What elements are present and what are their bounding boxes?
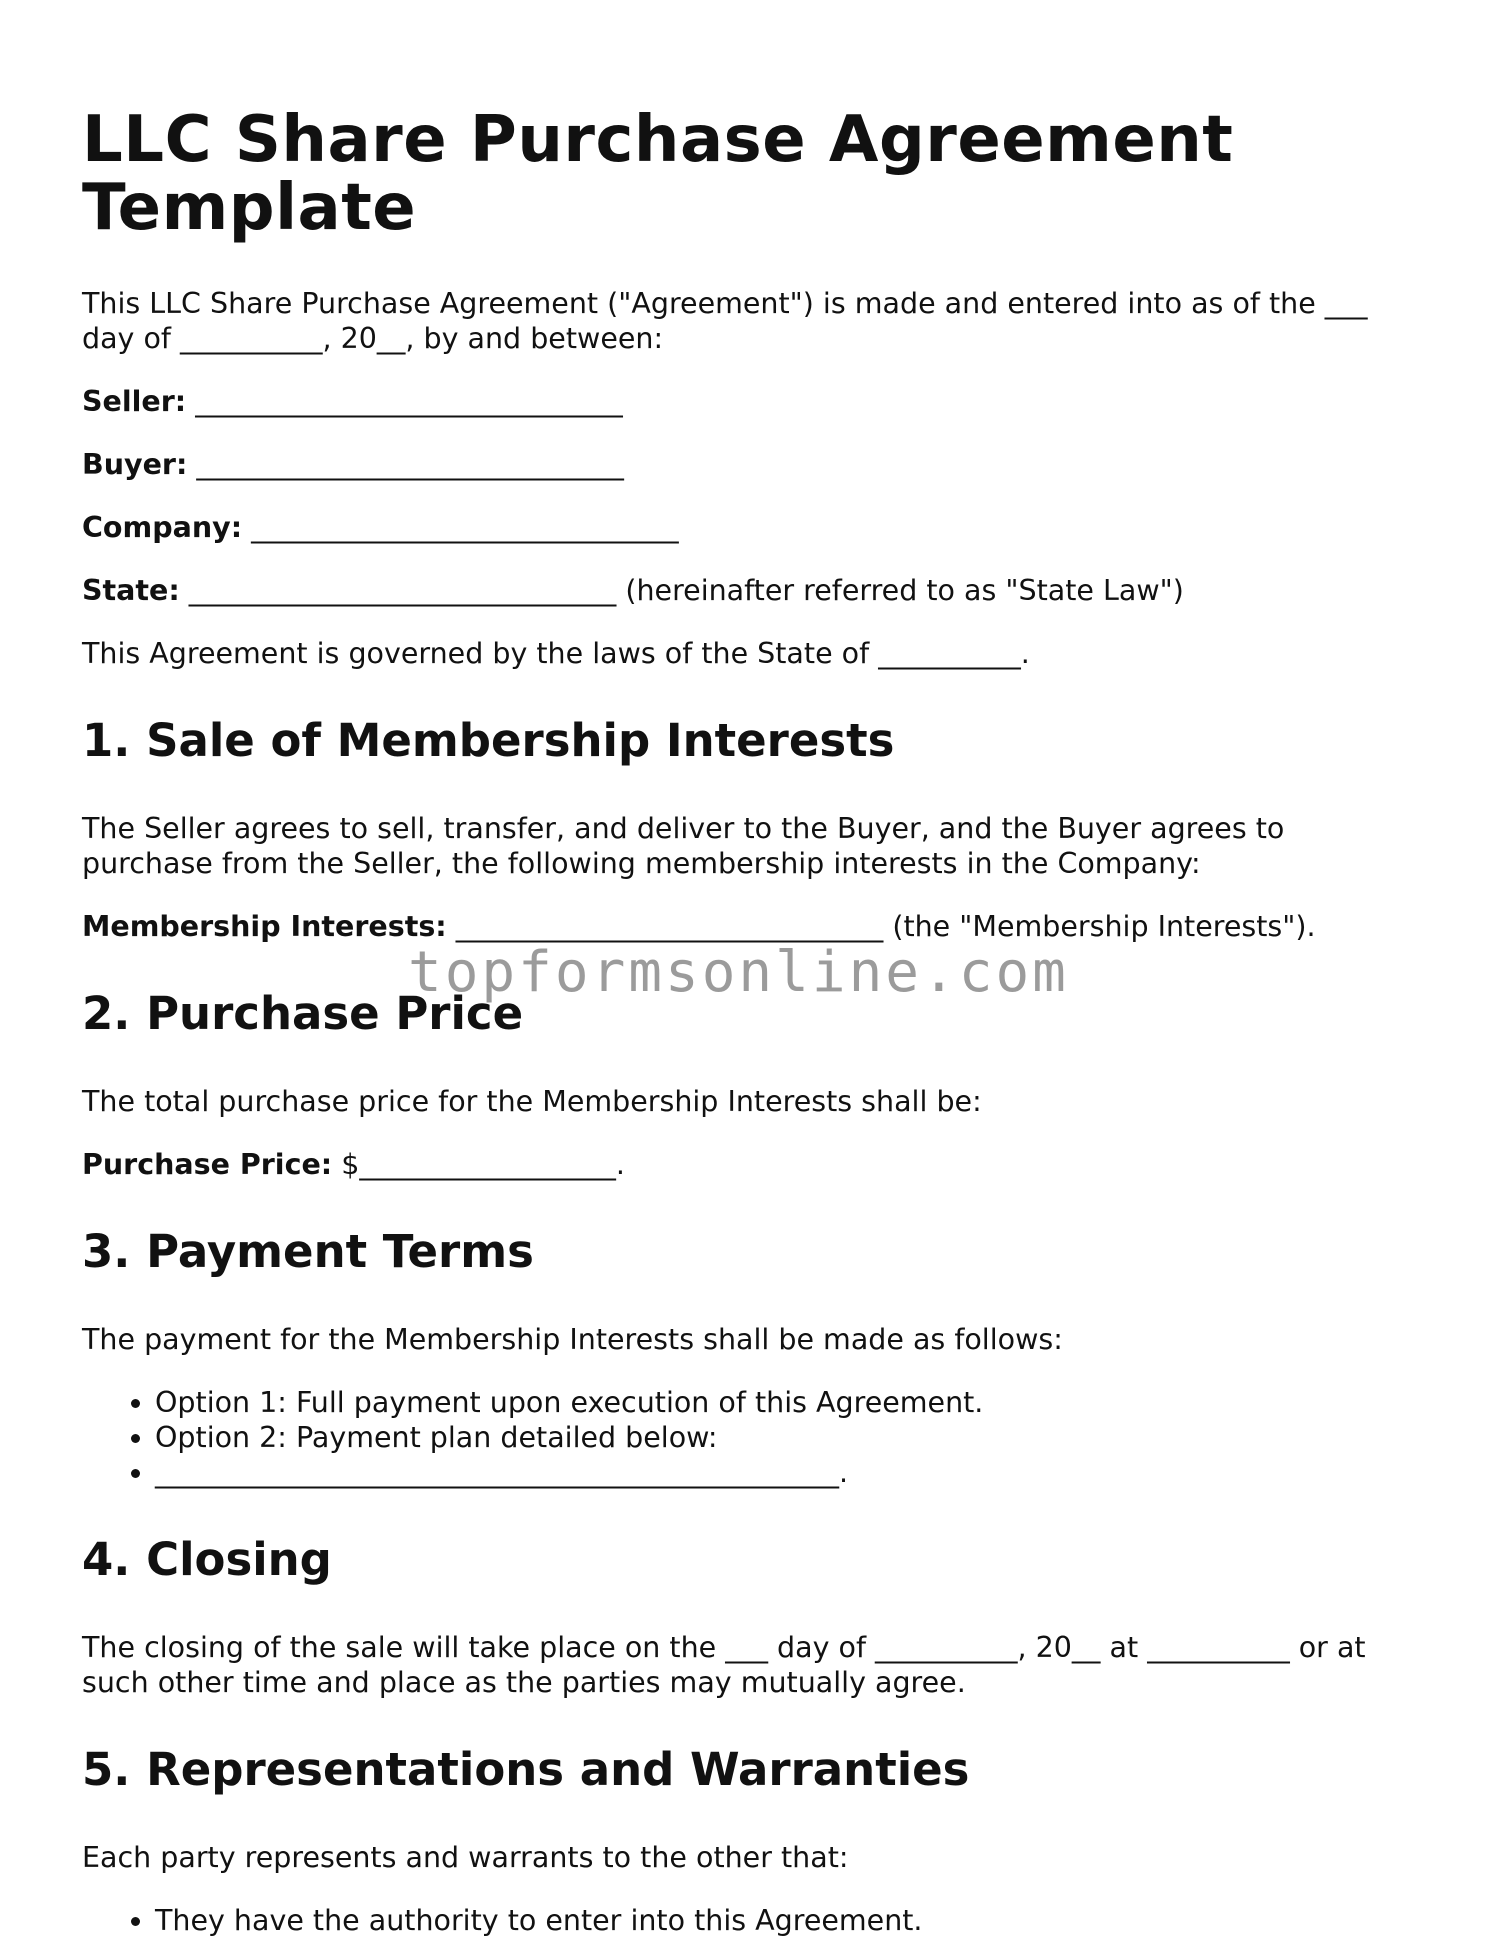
seller-field (82, 384, 1422, 419)
intro-paragraph: This LLC Share Purchase Agreement ("Agreement") is made and entered into as of the ___ day of __________, 20__, by and between: (82, 287, 1368, 355)
section-5-heading: 5. Representations and Warranties (82, 1743, 970, 1796)
document-title: LLC Share Purchase Agreement Template (82, 103, 1234, 245)
company-field (82, 510, 1422, 545)
company-label: Company: (82, 511, 243, 544)
state-field (82, 573, 1422, 608)
membership-interests-label: Membership Interests: (82, 910, 447, 943)
watermark: topformsonline.com (408, 940, 1069, 1005)
section-2-body: The total purchase price for the Membership Interests shall be: (82, 1085, 982, 1118)
company-blank: ______________________________ (242, 511, 679, 544)
section-1-heading: 1. Sale of Membership Interests (82, 714, 895, 767)
membership-interests-field (82, 909, 1422, 944)
list-item: • ________________________________________________. (155, 1455, 1422, 1490)
purchase-price-field (82, 1147, 1422, 1182)
section-3-heading: 3. Payment Terms (82, 1225, 534, 1278)
section-5-body: Each party represents and warrants to the other that: (82, 1841, 849, 1874)
list-item: • Option 2: Payment plan detailed below: (155, 1420, 1422, 1455)
seller-blank: ______________________________ (186, 385, 623, 418)
buyer-blank: ______________________________ (187, 448, 624, 481)
section-3-body: The payment for the Membership Interests shall be made as follows: (82, 1323, 1063, 1356)
payment-options-list (82, 1385, 1422, 1490)
section-4-body: The closing of the sale will take place on the ___ day of __________, 20__ at __________ or at such other time and place as the parties may mutually agree. (82, 1631, 1366, 1699)
purchase-price-blank: $__________________. (332, 1148, 625, 1181)
section-2-heading: 2. Purchase Price (82, 987, 524, 1040)
buyer-label: Buyer: (82, 448, 188, 481)
state-label: State: (82, 574, 180, 607)
purchase-price-label: Purchase Price: (82, 1148, 333, 1181)
section-4-heading: 4. Closing (82, 1533, 332, 1586)
seller-label: Seller: (82, 385, 187, 418)
section-1-body: The Seller agrees to sell, transfer, and deliver to the Buyer, and the Buyer agrees to purchase from the Seller, the following membership interests in the Company: (82, 812, 1285, 880)
governing-law-paragraph: This Agreement is governed by the laws of the State of __________. (82, 637, 1030, 670)
state-blank: ______________________________ (hereinafter referred to as "State Law") (179, 574, 1184, 607)
list-item: • They have the authority to enter into this Agreement. (155, 1903, 1422, 1938)
warranties-list (82, 1903, 1422, 1938)
list-item: • Option 1: Full payment upon execution of this Agreement. (155, 1385, 1422, 1420)
membership-interests-blank: ______________________________ (the "Membership Interests"). (446, 910, 1316, 943)
buyer-field (82, 447, 1422, 482)
